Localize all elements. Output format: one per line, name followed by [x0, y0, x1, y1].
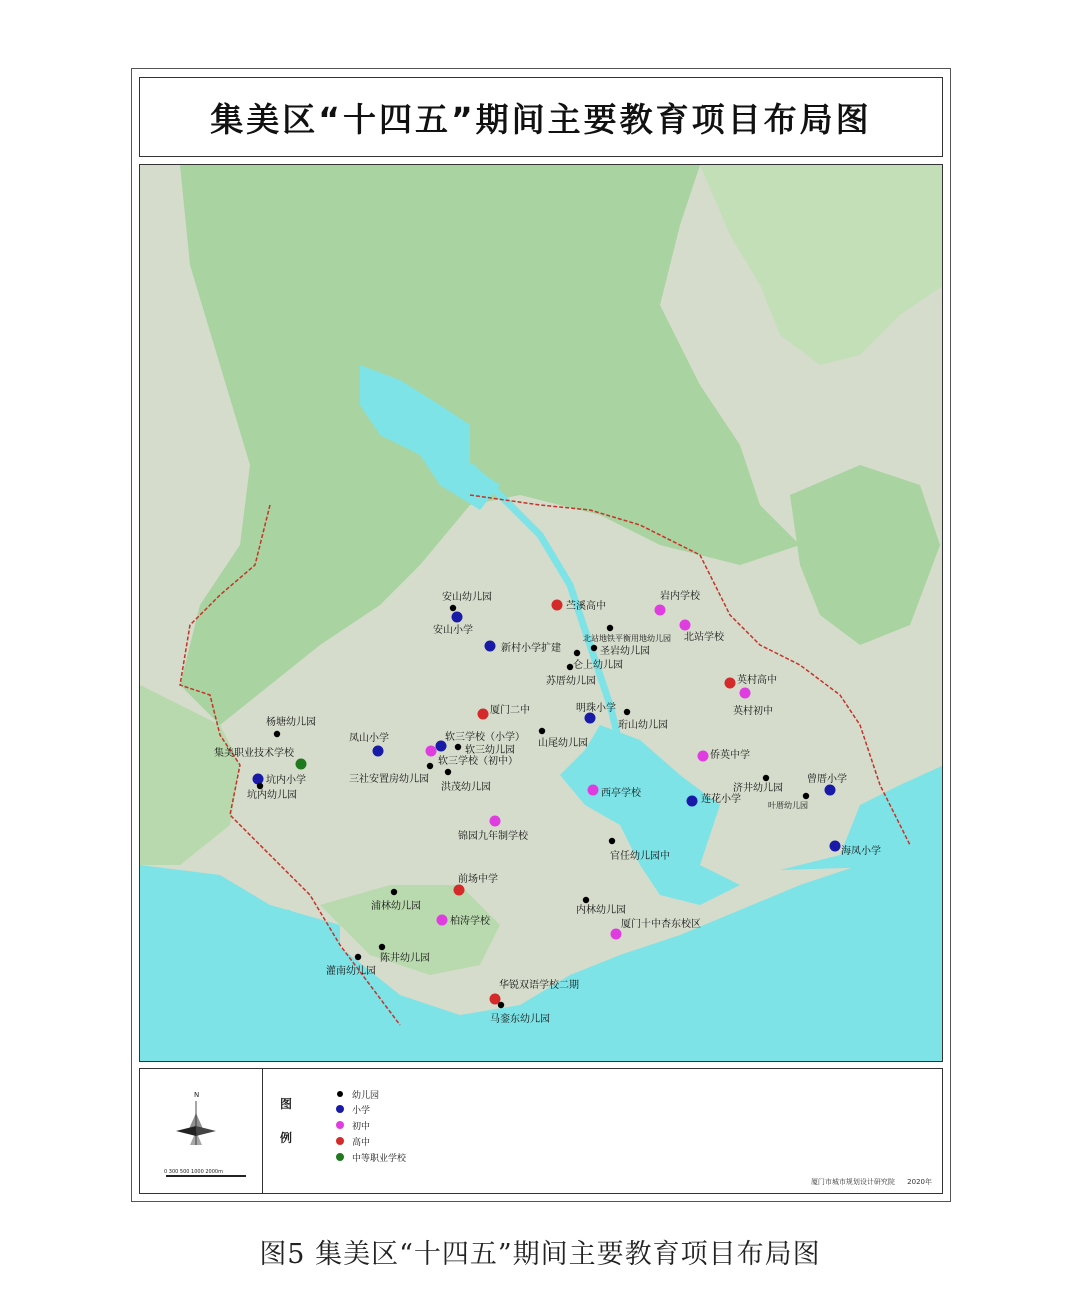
marker-zengcuo-primary[interactable]	[825, 785, 836, 796]
marker-kengnei-primary[interactable]	[253, 774, 264, 785]
label-baitao-school: 柏涛学校	[450, 916, 490, 927]
label-zhuxi-senior: 苎溪高中	[566, 601, 606, 612]
label-beizhan-school: 北站学校	[684, 632, 724, 643]
compass-rose-west	[176, 1126, 196, 1136]
legend-label-primary: 小学	[352, 1105, 371, 1116]
label-beizhan-metro-kindergarten: 北站地铁平衡用地幼儿园	[583, 634, 671, 643]
marker-pulin-kindergarten[interactable]	[391, 889, 397, 895]
label-ruansan-kindergarten: 软三幼儿园	[465, 745, 515, 756]
scale-label: 0 300 500 1000 2000m	[164, 1169, 223, 1175]
label-lianhua-primary: 莲花小学	[701, 794, 741, 805]
marker-xiamen-no2-senior[interactable]	[478, 709, 489, 720]
label-yingcun-senior: 英村高中	[737, 675, 777, 686]
label-maluandong-kindergarten: 马銮东幼儿园	[490, 1014, 550, 1025]
label-huarui-bilingual: 华锐双语学校二期	[499, 980, 579, 991]
marker-baitao-school[interactable]	[437, 915, 448, 926]
label-yecuo-kindergarten: 叶厝幼儿园	[768, 801, 808, 810]
marker-lunshang-kindergarten[interactable]	[574, 650, 580, 656]
label-hengshan-kindergarten: 珩山幼儿园	[618, 720, 668, 731]
label-guannan-kindergarten: 灌南幼儿园	[326, 966, 376, 977]
label-ruansan-primary: 软三学校（小学）	[445, 732, 525, 743]
label-haifeng-primary: 海凤小学	[841, 846, 881, 857]
title-box	[139, 77, 943, 157]
marker-guanren-kindergarten[interactable]	[609, 838, 615, 844]
label-lunshang-kindergarten: 仑上幼儿园	[573, 660, 623, 671]
marker-shanwei-kindergarten[interactable]	[539, 728, 545, 734]
legend-dot-vocational	[336, 1153, 344, 1161]
legend-box	[139, 1068, 943, 1194]
label-zengcuo-primary: 曾厝小学	[807, 774, 847, 785]
label-sucuo-kindergarten: 苏厝幼儿园	[546, 676, 596, 687]
marker-hongmao-kindergarten[interactable]	[445, 769, 451, 775]
marker-xiamen-no10-xingdong[interactable]	[611, 929, 622, 940]
label-guanren-kindergarten: 官任幼儿园中	[610, 851, 670, 862]
marker-qianchang-senior[interactable]	[454, 885, 465, 896]
map-svg	[140, 165, 943, 1062]
legend-item-junior	[336, 1118, 370, 1132]
marker-jimei-vocational[interactable]	[296, 759, 307, 770]
label-yannei-school: 岩内学校	[660, 591, 700, 602]
label-sanshe-kindergarten: 三社安置房幼儿园	[349, 774, 429, 785]
label-jinyuan-school: 锦园九年制学校	[458, 831, 528, 842]
legend-label-kindergarten: 幼儿园	[352, 1090, 380, 1101]
marker-neilin-kindergarten[interactable]	[583, 897, 589, 903]
compass-rose-east	[196, 1126, 216, 1136]
legend-item-vocational	[336, 1150, 406, 1164]
legend-divider	[262, 1069, 263, 1193]
marker-yannei-school[interactable]	[655, 605, 666, 616]
legend-item-kindergarten	[336, 1087, 379, 1101]
marker-lianhua-primary[interactable]	[687, 796, 698, 807]
legend-dot-senior	[336, 1137, 344, 1145]
label-xincun-primary: 新村小学扩建	[501, 643, 561, 654]
legend-item-senior	[336, 1134, 370, 1148]
label-anshan-kindergarten: 安山幼儿园	[442, 592, 492, 603]
marker-qiaoying-junior[interactable]	[698, 751, 709, 762]
label-qiaoying-junior: 侨英中学	[710, 750, 750, 761]
marker-ruansan-kindergarten[interactable]	[455, 744, 461, 750]
north-label: N	[194, 1091, 200, 1099]
label-ruansan-junior: 软三学校（初中）	[438, 756, 518, 767]
label-qianchang-senior: 前场中学	[458, 874, 498, 885]
label-jijing-kindergarten: 济井幼儿园	[733, 783, 783, 794]
marker-jinyuan-school[interactable]	[490, 816, 501, 827]
marker-anshan-kindergarten[interactable]	[450, 605, 456, 611]
credit-year: 2020年	[907, 1178, 932, 1186]
legend-heading-1: 图	[280, 1097, 293, 1111]
marker-haifeng-primary[interactable]	[830, 841, 841, 852]
label-xiamen-no2-senior: 厦门二中	[490, 705, 530, 716]
label-xiting-school: 西亭学校	[601, 788, 641, 799]
marker-sucuo-kindergarten[interactable]	[567, 664, 573, 670]
marker-shengyan-kindergarten[interactable]	[591, 645, 597, 651]
marker-maluandong-kindergarten[interactable]	[498, 1002, 504, 1008]
marker-xincun-primary[interactable]	[485, 641, 496, 652]
legend-label-vocational: 中等职业学校	[352, 1153, 407, 1164]
label-yangtang-kindergarten: 杨塘幼儿园	[266, 717, 316, 728]
marker-xiting-school[interactable]	[588, 785, 599, 796]
map-area	[139, 164, 943, 1062]
legend-dot-primary	[336, 1105, 344, 1113]
legend-heading-2: 例	[280, 1131, 293, 1145]
label-fengshan-primary: 凤山小学	[349, 733, 389, 744]
legend-dot-junior	[336, 1121, 344, 1129]
label-anshan-primary: 安山小学	[433, 625, 473, 636]
marker-ruansan-junior[interactable]	[426, 746, 437, 757]
label-chenjing-kindergarten: 陈井幼儿园	[380, 953, 430, 964]
legend-dot-kindergarten	[337, 1091, 343, 1097]
credit	[801, 1177, 932, 1187]
marker-anshan-primary[interactable]	[452, 612, 463, 623]
marker-sanshe-kindergarten[interactable]	[427, 763, 433, 769]
label-yingcun-junior: 英村初中	[733, 706, 773, 717]
marker-chenjing-kindergarten[interactable]	[379, 944, 385, 950]
marker-beizhan-school[interactable]	[680, 620, 691, 631]
marker-beizhan-metro-kindergarten[interactable]	[607, 625, 613, 631]
marker-mingzhu-primary[interactable]	[585, 713, 596, 724]
label-kengnei-primary: 坑内小学	[266, 775, 306, 786]
marker-jijing-kindergarten[interactable]	[763, 775, 769, 781]
legend-label-senior: 高中	[352, 1137, 371, 1148]
label-jimei-vocational: 集美职业技术学校	[214, 748, 294, 759]
marker-hengshan-kindergarten[interactable]	[624, 709, 630, 715]
credit-org: 厦门市城市规划设计研究院	[810, 1178, 895, 1186]
marker-kengnei-kindergarten[interactable]	[257, 783, 263, 789]
figure-caption: 图5 集美区“十四五”期间主要教育项目布局图	[259, 1239, 821, 1270]
legend-label-junior: 初中	[352, 1121, 371, 1132]
marker-yingcun-senior[interactable]	[725, 678, 736, 689]
label-shengyan-kindergarten: 圣岩幼儿园	[600, 646, 650, 657]
compass-and-scale	[146, 1073, 256, 1191]
marker-guannan-kindergarten[interactable]	[355, 954, 361, 960]
label-neilin-kindergarten: 内林幼儿园	[576, 905, 626, 916]
marker-fengshan-primary[interactable]	[373, 746, 384, 757]
marker-yingcun-junior[interactable]	[740, 688, 751, 699]
label-shanwei-kindergarten: 山尾幼儿园	[538, 738, 588, 749]
marker-yangtang-kindergarten[interactable]	[274, 731, 280, 737]
label-mingzhu-primary: 明珠小学	[576, 703, 616, 714]
label-pulin-kindergarten: 浦林幼儿园	[371, 901, 421, 912]
label-xiamen-no10-xingdong: 厦门十中杏东校区	[621, 919, 701, 930]
marker-yecuo-kindergarten[interactable]	[803, 793, 809, 799]
label-kengnei-kindergarten: 坑内幼儿园	[247, 790, 297, 801]
map-title: 集美区“十四五”期间主要教育项目布局图	[210, 99, 872, 139]
label-hongmao-kindergarten: 洪茂幼儿园	[441, 782, 491, 793]
legend-item-primary	[336, 1102, 370, 1116]
marker-zhuxi-senior[interactable]	[552, 600, 563, 611]
